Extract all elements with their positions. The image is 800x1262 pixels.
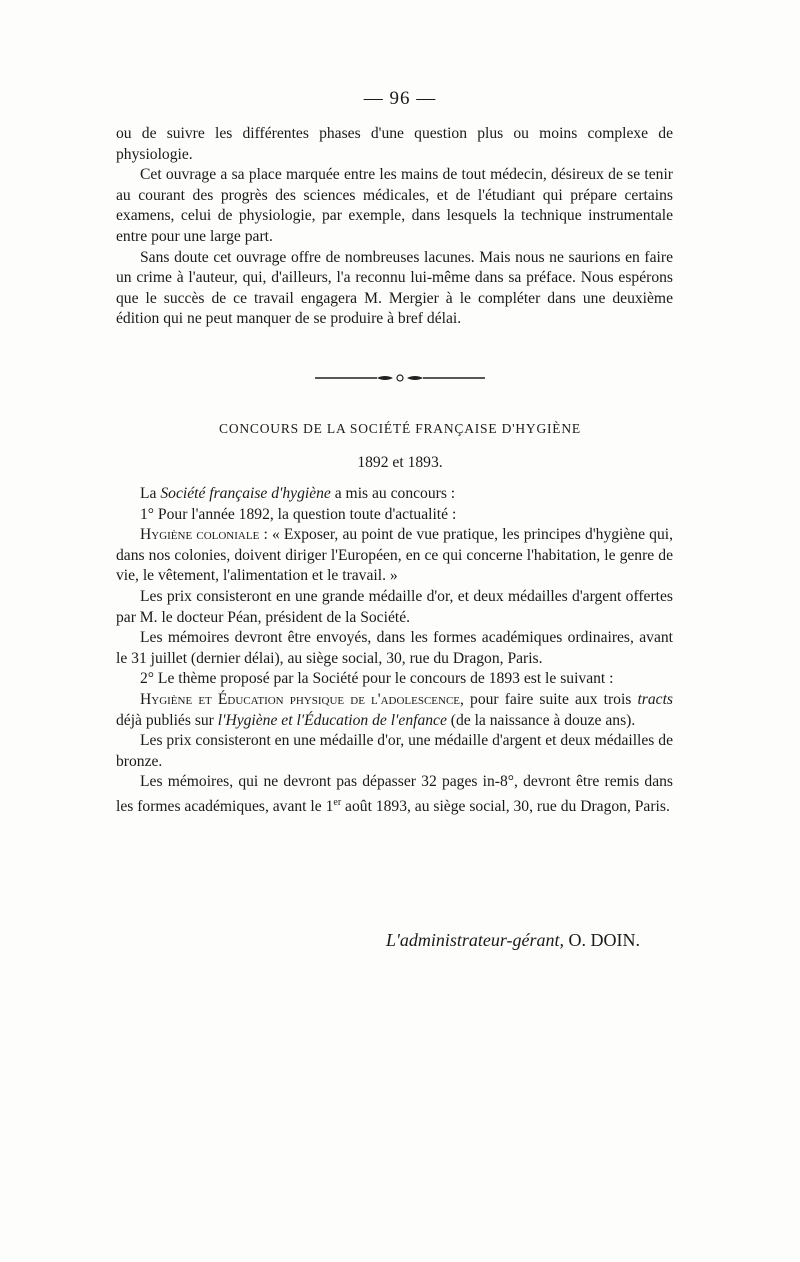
signature-name: O. DOIN. (568, 930, 640, 950)
topic-title: Hygiène coloniale (140, 526, 260, 544)
italic-society-name: Société française d'hygiène (160, 485, 331, 502)
signature (116, 930, 640, 951)
page-number: — 96 — (363, 88, 437, 109)
paragraph: 2° Le thème proposé par la Société pour le concours de 1893 est le suivant : (140, 670, 614, 688)
paragraph: 1° Pour l'année 1892, la question toute d'actualité : (140, 505, 457, 523)
paragraph: Cet ouvrage a sa place marquée entre les mains de tout médecin, désireux de se tenir au courant des progrès des sciences médicales, et de l'étudiant qui prépare certains examens, celui de physiologie, par exemple, dans lesquels la technique instrumentale entre pour une large part. (116, 166, 673, 245)
paragraph: Les mémoires devront être envoyés, dans les formes académiques ordinaires, avant le 31 juillet (dernier délai), au siège social, 30, rue du Dragon, Paris. (116, 629, 673, 667)
signature-role: L'administrateur-gérant, (386, 930, 564, 950)
topic-title: Hygiène et Éducation physique de l'adolescence (140, 690, 461, 708)
section-body (116, 484, 673, 818)
paragraph: Sans doute cet ouvrage offre de nombreuses lacunes. Mais nous ne saurions en faire un crime à l'auteur, qui, d'ailleurs, l'a reconnu lui-même dans sa préface. Nous espérons que le succès de ce travail engagera M. Mergier à le compléter dans une deuxième édition qui ne peut manquer de se produire à bref délai. (116, 248, 673, 328)
paragraph: Les prix consisteront en une médaille d'or, une médaille d'argent et deux médailles de bronze. (116, 732, 673, 770)
paragraph: ou de suivre les différentes phases d'une question plus ou moins complexe de physiologie. (116, 125, 673, 163)
paragraph: Hygiène coloniale : « Exposer, au point de vue pratique, les principes d'hygiène qui, dans nos colonies, doivent diriger l'Européen, en ce qui concerne l'habitation, le genre de vie, le vêtement, l'alimentation et le travail. » (116, 526, 673, 585)
section-divider-ornament (0, 370, 800, 388)
section-heading: CONCOURS DE LA SOCIÉTÉ FRANÇAISE D'HYGIÈNE (219, 421, 581, 436)
intro-text (116, 124, 673, 330)
paragraph: Les prix consisteront en une grande médaille d'or, et deux médailles d'argent offertes par M. le docteur Péan, président de la Société. (116, 587, 673, 626)
paragraph: Hygiène et Éducation physique de l'adolescence, pour faire suite aux trois tracts déjà publiés sur l'Hygiène et l'Éducation de l'enfance (de la naissance à douze ans). (116, 690, 673, 729)
section-years: 1892 et 1893. (357, 454, 443, 471)
paragraph: Les mémoires, qui ne devront pas dépasser 32 pages in-8°, devront être remis dans les formes académiques, avant le 1er août 1893, au siège social, 30, rue du Dragon, Paris. (116, 773, 673, 816)
paragraph: La Société française d'hygiène a mis au concours : (140, 485, 456, 502)
